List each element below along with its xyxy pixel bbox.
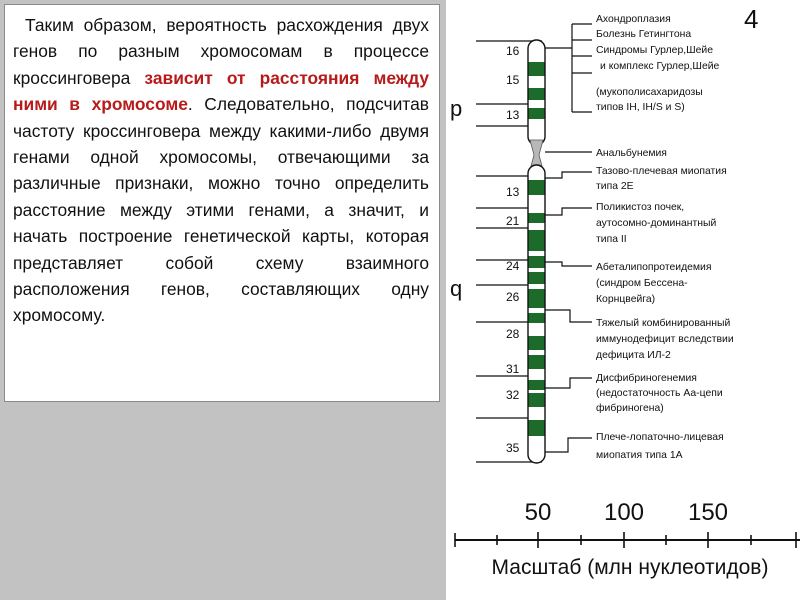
disease-label: Корнцвейга) [596, 294, 656, 305]
band-labels [506, 44, 520, 455]
disease-label: фибриногена) [596, 403, 664, 414]
disease-label: (мукополисахаридозы [596, 87, 703, 98]
highlighted-phrase: зависит от расстояния между ними в хромосоме [13, 67, 430, 115]
band-label: 28 [506, 327, 520, 341]
disease-label: и комплекс Гурлер,Шейе [600, 61, 720, 72]
chromosome-number: 4 [744, 4, 759, 34]
disease-label: Ахондроплазия [596, 14, 671, 25]
paragraph-part-2: . Следовательно, подсчитав частоту кроссинговера между какими-либо двумя генами одной хромосомы, отвечающими за различные признаки, можно точно определить расстояние между этими генами, а значит, и начать построение генетической карты, которая представляет собой схему взаимного расположения генов, составляющих одну хромосому. [13, 94, 429, 326]
band-label: 31 [506, 362, 520, 376]
scale-caption: Масштаб (млн нуклеотидов) [491, 556, 769, 579]
disease-list [596, 14, 734, 461]
disease-label: Плече-лопаточно-лицевая [596, 432, 724, 443]
band-label: 13 [506, 185, 520, 199]
disease-label: Абеталипопротеидемия [596, 262, 712, 273]
scale-tick-label: 50 [524, 499, 552, 526]
band-label: 13 [506, 108, 520, 122]
q-arm-bands [528, 180, 545, 436]
disease-label: Синдромы Гурлер,Шейе [596, 45, 713, 56]
disease-label: типов IH, IH/S и S) [596, 102, 685, 113]
band-label: 24 [506, 259, 520, 273]
disease-label: аутосомно-доминантный [596, 218, 717, 229]
disease-label: типа 2Е [596, 181, 634, 192]
chromosome-p-arm [528, 40, 545, 145]
arm-p-label: p [450, 96, 463, 121]
chromosome-q-arm [528, 165, 545, 463]
chromosome-map [450, 0, 800, 600]
disease-label: миопатия типа 1А [596, 450, 683, 461]
paragraph-part-1: Таким образом, вероятность расхождения двух генов по разным хромосомам в процессе кроссинговера [13, 15, 429, 88]
disease-label: Поликистоз почек, [596, 202, 685, 213]
band-label: 35 [506, 441, 520, 455]
disease-label: Тяжелый комбинированный [596, 318, 731, 329]
p-arm-bands [528, 62, 545, 119]
disease-label: иммунодефицит вследствии [596, 334, 734, 345]
scale-tick-label: 150 [687, 499, 729, 526]
disease-label: Дисфибриногенемия [596, 373, 697, 384]
disease-label: дефицита ИЛ-2 [596, 350, 671, 361]
band-label: 21 [506, 214, 520, 228]
band-label: 15 [506, 73, 520, 87]
disease-label: Анальбунемия [596, 148, 667, 159]
disease-label: Болезнь Гетингтона [596, 29, 692, 40]
band-label: 16 [506, 44, 520, 58]
disease-brackets [545, 24, 592, 452]
scale-bar [455, 499, 800, 579]
disease-label: (синдром Бессена- [596, 278, 688, 289]
chromosome-svg [450, 0, 800, 600]
explanation-text [4, 4, 440, 402]
scale-tick-label: 100 [603, 499, 645, 526]
disease-label: Тазово-плечевая миопатия [596, 166, 727, 177]
disease-label: (недостаточность Аа-цепи [596, 388, 723, 399]
disease-label: типа II [596, 234, 627, 245]
band-label: 26 [506, 290, 520, 304]
band-label: 32 [506, 388, 520, 402]
arm-q-label: q [450, 276, 463, 301]
